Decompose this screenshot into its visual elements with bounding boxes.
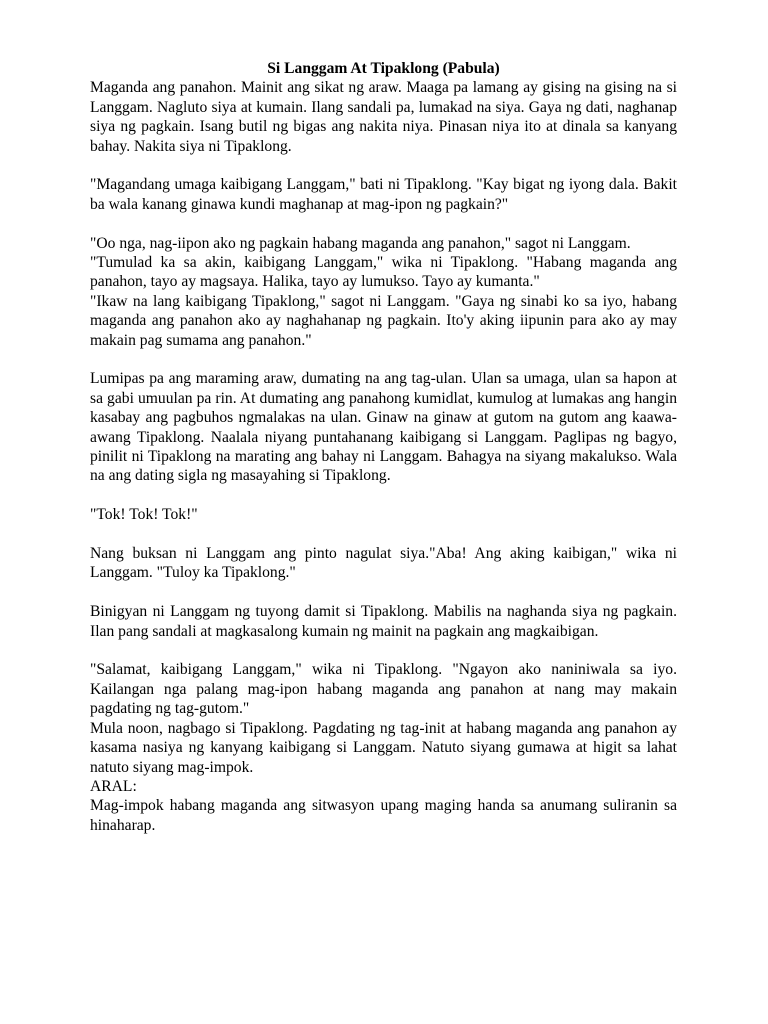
paragraph-shared-meal: Binigyan ni Langgam ng tuyong damit si Tipaklong. Mabilis na naghanda siya ng pagkain. Ilan pang sandali at magkasalong kumain ng mainit na pagkain ang magkaibigan. — [90, 603, 677, 640]
paragraph-intro: Maganda ang panahon. Mainit ang sikat ng araw. Maaga pa lamang ay gising na gising na si Langgam. Nagluto siya at kumain. Ilang sandali pa, lumakad na siya. Gaya ng dati, naghanap siya ng pagkain. Isang butil ng bigas ang nakita niya. Pinasan niya ito at dinala sa kanyang bahay. Nakita siya ni Tipaklong. — [90, 79, 677, 155]
paragraph-knock: "Tok! Tok! Tok!" — [90, 506, 198, 524]
document-title: Si Langgam At Tipaklong (Pabula) — [267, 60, 500, 77]
document-page — [90, 59, 677, 835]
paragraph-thanks: "Salamat, kaibigang Langgam," wika ni Tipaklong. "Ngayon ako naniniwala sa iyo. Kailangan nga palang mag-ipon habang maganda ang panahon at nang may makain pagdating ng tag-gutom." — [90, 661, 677, 718]
paragraph-change: Mula noon, nagbago si Tipaklong. Pagdating ng tag-init at habang maganda ang panahon ay kasama nasiya ng kanyang kaibigang si Langgam. Natuto siyang gumawa at higit sa lahat natuto siyang mag-impok. — [90, 719, 677, 776]
paragraph-greeting: "Magandang umaga kaibigang Langgam," bati ni Tipaklong. "Kay bigat ng iyong dala. Bakit ba wala kanang ginawa kundi maghanap at mag-ipon ng pagkain?" — [90, 176, 677, 213]
paragraph-door-opens: Nang buksan ni Langgam ang pinto nagulat siya."Aba! Ang aking kaibigan," wika ni Langgam. "Tuloy ka Tipaklong." — [90, 545, 677, 582]
paragraph-langgam-refusal: "Ikaw na lang kaibigang Tipaklong," sagot ni Langgam. "Gaya ng sinabi ko sa iyo, habang maganda ang panahon ako ay naghahanap ng pagkain. Ito'y aking iipunin para ako ay may makain pag sumama ang panahon." — [90, 292, 677, 349]
paragraph-tipaklong-invite: "Tumulad ka sa akin, kaibigang Langgam," wika ni Tipaklong. "Habang maganda ang panahon, tayo ay magsaya. Halika, tayo ay lumukso. Tayo ay kumanta." — [90, 254, 677, 291]
paragraph-langgam-reply: "Oo nga, nag-iipon ako ng pagkain habang maganda ang panahon," sagot ni Langgam. — [90, 234, 631, 252]
paragraph-rainy-season: Lumipas pa ang maraming araw, dumating na ang tag-ulan. Ulan sa umaga, ulan sa hapon at sa gabi umuulan pa rin. At dumating ang panahong kumidlat, kumulog at lumakas ang hangin kasabay ang pagbuhos ngmalakas na ulan. Ginaw na ginaw at gutom na gutom ang kaawa-awang Tipaklong. Naalala niyang puntahanang kaibigang si Langgam. Paglipas ng bagyo, pinilit ni Tipaklong na marating ang bahay ni Langgam. Bahagya na siyang makalukso. Wala na ang dating sigla ng masayahing si Tipaklong. — [90, 370, 677, 485]
moral-heading: ARAL: — [90, 777, 137, 795]
moral-text: Mag-impok habang maganda ang sitwasyon upang maging handa sa anumang suliranin sa hinaharap. — [90, 797, 677, 834]
